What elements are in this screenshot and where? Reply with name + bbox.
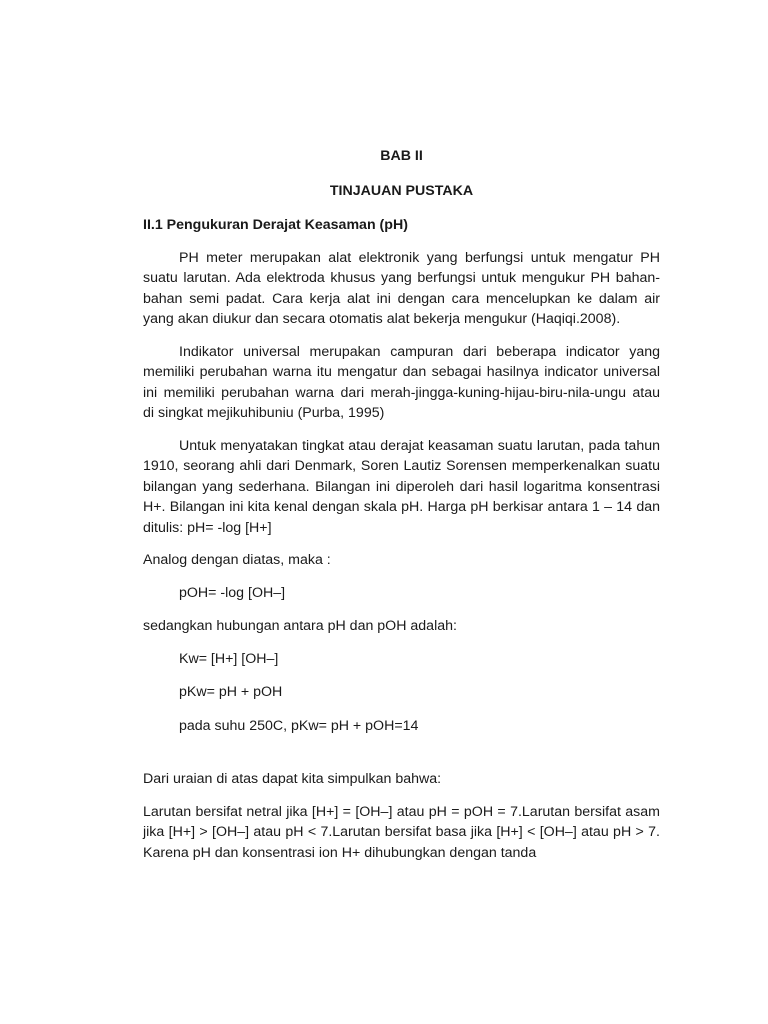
chapter-title: TINJAUAN PUSTAKA: [329, 182, 474, 199]
conclusion-paragraph: Larutan bersifat netral jika [H+] = [OH–] atau pH = pOH = 7.Larutan bersifat asam jika [H+] > [OH–] atau pH < 7.Larutan bersifat basa jika [H+] < [OH–] atau pH > 7. Karena pH dan konsentrasi ion H+ dihubungkan dengan tanda: [143, 803, 660, 861]
formula-kw: Kw= [H+] [OH–]: [179, 650, 279, 667]
paragraph-sorensen: Untuk menyatakan tingkat atau derajat keasaman suatu larutan, pada tahun 1910, seorang ahli dari Denmark, Soren Lautiz Sorensen memperkenalkan suatu bilangan yang sederhana. Bilangan ini diperoleh dari hasil logaritma konsentrasi H+. Bilangan ini kita kenal dengan skala pH. Harga pH berkisar antara 1 – 14 dan ditulis: pH= -log [H+]: [143, 437, 660, 536]
section-heading: II.1 Pengukuran Derajat Keasaman (pH): [143, 217, 408, 233]
formula-pkw: pKw= pH + pOH: [179, 684, 283, 700]
page-content: [143, 146, 660, 875]
formula-poh: pOH= -log [OH–]: [179, 584, 286, 601]
formula-temperature: pada suhu 250C, pKw= pH + pOH=14: [179, 717, 419, 734]
spacer: [143, 749, 660, 769]
paragraph-ph-meter: PH meter merupakan alat elektronik yang berfungsi untuk mengatur PH suatu larutan. Ada elektroda khusus yang berfungsi untuk mengukur PH bahan-bahan semi padat. Cara kerja alat ini dengan cara mencelupkan ke dalam air yang akan diukur dan secara otomatis alat bekerja mengukur (Haqiqi.2008).: [143, 249, 660, 327]
conclusion-intro: Dari uraian di atas dapat kita simpulkan bahwa:: [143, 771, 442, 787]
analog-line: Analog dengan diatas, maka :: [143, 552, 331, 568]
relation-line: sedangkan hubungan antara pH dan pOH adalah:: [143, 618, 457, 634]
chapter-heading: BAB II: [380, 148, 423, 164]
paragraph-universal-indicator: Indikator universal merupakan campuran dari beberapa indicator yang memiliki perubahan warna itu mengatur dan sebagai hasilnya indicator universal ini memiliki perubahan warna dari merah-jingga-kuning-hijau-biru-nila-ungu atau di singkat mejikuhibuniu (Purba, 1995): [143, 343, 660, 421]
